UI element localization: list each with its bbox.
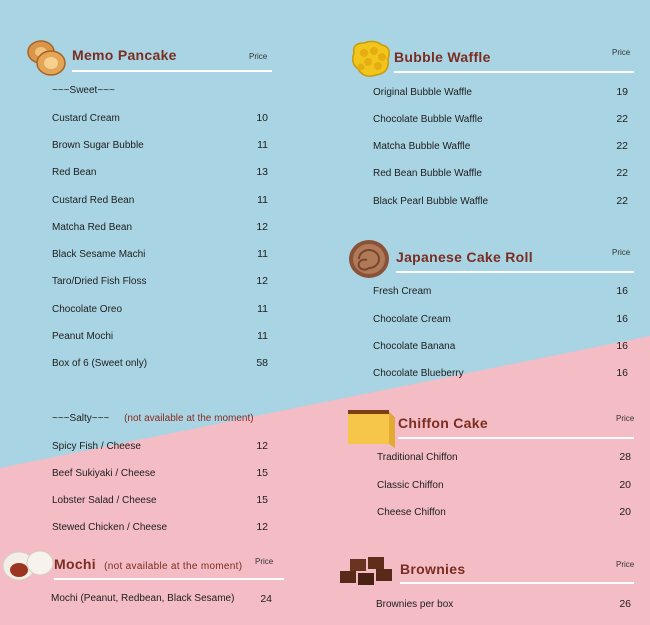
bubble-waffle-title: Bubble Waffle	[394, 49, 491, 65]
salty-heading	[52, 413, 254, 424]
item-price: 12	[256, 221, 268, 233]
list-item: Chocolate Blueberry	[373, 368, 464, 379]
list-item: Chocolate Cream	[373, 314, 451, 325]
item-price: 16	[616, 313, 628, 325]
list-item: Box of 6 (Sweet only)	[52, 358, 148, 369]
memo-divider	[72, 70, 272, 72]
item-price: 11	[257, 330, 268, 342]
roll-divider	[396, 271, 634, 273]
item-price: 11	[257, 139, 268, 151]
waffle-price-header: Price	[612, 48, 631, 57]
list-item: Stewed Chicken / Cheese	[52, 522, 168, 533]
list-item: Matcha Red Bean	[52, 222, 133, 233]
list-item: Traditional Chiffon	[377, 452, 458, 463]
list-item: Lobster Salad / Cheese	[52, 495, 157, 506]
list-item: Peanut Mochi	[52, 331, 114, 342]
memo-pancake-icon	[24, 38, 70, 83]
list-item: Red Bean Bubble Waffle	[373, 168, 482, 179]
chiffon-divider	[398, 437, 634, 439]
list-item: Chocolate Bubble Waffle	[373, 114, 483, 125]
mochi-price-header: Price	[255, 557, 274, 566]
chiffon-cake-icon	[345, 404, 397, 453]
waffle-divider	[394, 71, 634, 73]
item-price: 11	[257, 194, 268, 206]
salty-availability-note: (not available at the moment)	[124, 413, 254, 424]
list-item: Chocolate Oreo	[52, 304, 123, 315]
list-item: Cheese Chiffon	[377, 507, 446, 518]
item-price: 12	[256, 440, 268, 452]
memo-price-header: Price	[249, 52, 268, 61]
item-price: 22	[616, 195, 628, 207]
item-price: 15	[256, 494, 268, 506]
list-item: Brownies per box	[376, 599, 454, 610]
brownies-icon	[336, 553, 398, 592]
item-price: 19	[616, 86, 628, 98]
brownies-price-header: Price	[616, 560, 635, 569]
salty-heading-label: ~~~Salty~~~	[52, 413, 110, 424]
item-price: 13	[256, 166, 268, 178]
list-item: Red Bean	[52, 167, 97, 178]
list-item: Spicy Fish / Cheese	[52, 441, 141, 452]
list-item: Mochi (Peanut, Redbean, Black Sesame)	[51, 593, 235, 604]
list-item: Custard Cream	[52, 113, 120, 124]
mochi-icon	[2, 546, 54, 587]
item-price: 20	[619, 479, 631, 491]
cake-roll-icon	[346, 236, 394, 285]
list-item: Brown Sugar Bubble	[52, 140, 144, 151]
roll-price-header: Price	[612, 248, 631, 257]
item-price: 16	[616, 367, 628, 379]
list-item: Taro/Dried Fish Floss	[52, 276, 147, 287]
list-item: Custard Red Bean	[52, 195, 135, 206]
list-item: Beef Sukiyaki / Cheese	[52, 468, 156, 479]
item-price: 26	[619, 598, 631, 610]
cake-roll-title: Japanese Cake Roll	[396, 249, 533, 265]
item-price: 28	[619, 451, 631, 463]
list-item: Classic Chiffon	[377, 480, 444, 491]
mochi-availability-note: (not available at the moment)	[104, 561, 243, 572]
mochi-title-text: Mochi	[54, 556, 96, 572]
item-price: 22	[616, 113, 628, 125]
mochi-divider	[54, 578, 284, 580]
list-item: Black Pearl Bubble Waffle	[373, 196, 489, 207]
item-price: 58	[256, 357, 268, 369]
list-item: Original Bubble Waffle	[373, 87, 472, 98]
item-price: 16	[616, 285, 628, 297]
list-item: Black Sesame Machi	[52, 249, 146, 260]
chiffon-cake-title: Chiffon Cake	[398, 415, 488, 431]
item-price: 15	[256, 467, 268, 479]
brownies-title: Brownies	[400, 561, 466, 577]
item-price: 10	[256, 112, 268, 124]
item-price: 12	[256, 275, 268, 287]
chiffon-price-header: Price	[616, 414, 635, 423]
item-price: 16	[616, 340, 628, 352]
item-price: 20	[619, 506, 631, 518]
item-price: 11	[257, 248, 268, 260]
bubble-waffle-icon	[350, 39, 394, 86]
list-item: Chocolate Banana	[373, 341, 456, 352]
memo-pancake-title: Memo Pancake	[72, 47, 177, 63]
list-item: Matcha Bubble Waffle	[373, 141, 471, 152]
list-item: Fresh Cream	[373, 286, 432, 297]
item-price: 22	[616, 167, 628, 179]
item-price: 12	[256, 521, 268, 533]
sweet-heading: ~~~Sweet~~~	[52, 85, 115, 96]
brownies-divider	[400, 582, 634, 584]
item-price: 11	[257, 303, 268, 315]
item-price: 24	[260, 593, 272, 605]
item-price: 22	[616, 140, 628, 152]
mochi-title	[54, 556, 242, 572]
